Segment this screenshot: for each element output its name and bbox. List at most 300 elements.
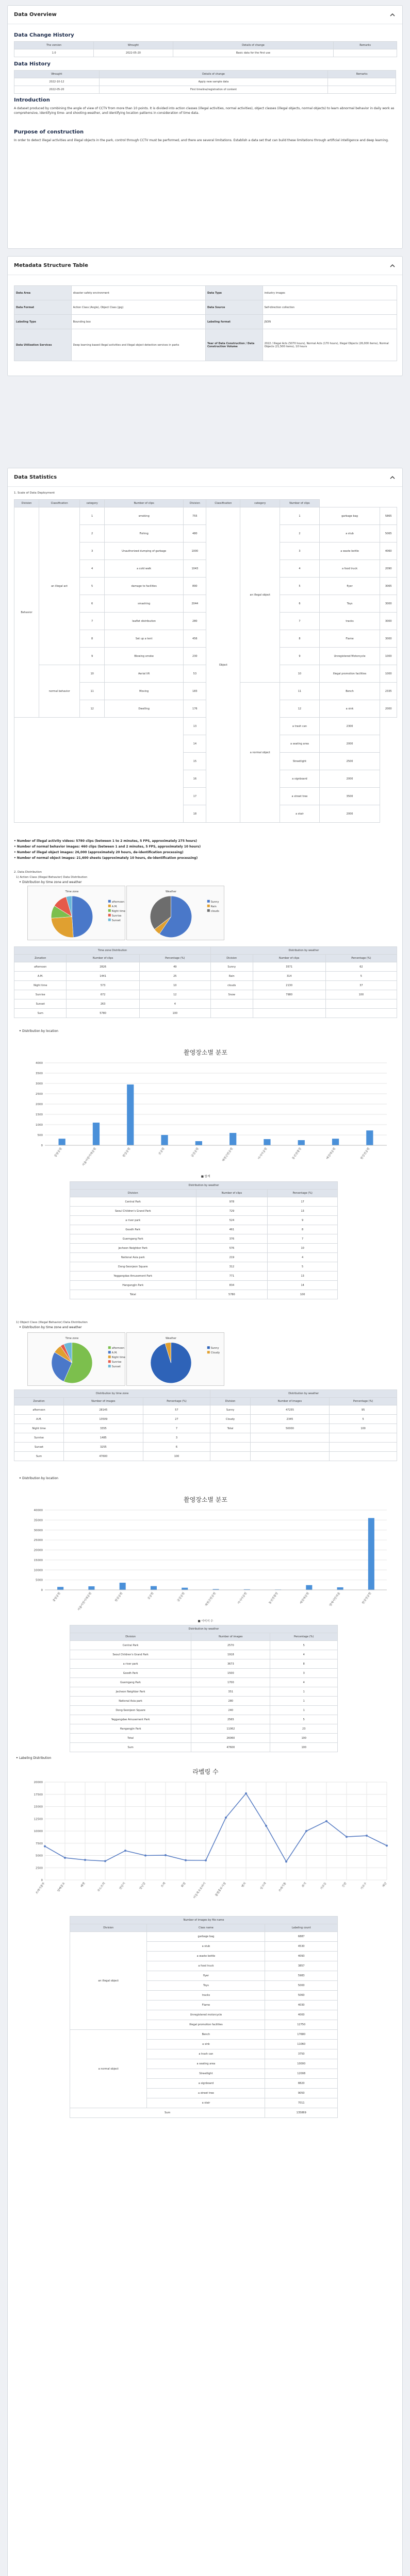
data-point — [124, 1850, 126, 1852]
table-row: Labeling Type Bounding box Labeling format JSON — [14, 315, 397, 329]
history-table: Wrought Details of change Remarks 2022-10-12 Apply new sample data 2022-05-20 First timeline/registration of content — [14, 70, 396, 94]
column-header: Zonation — [14, 955, 67, 962]
location-table-2 — [70, 1625, 338, 1752]
chevron-up-icon[interactable] — [389, 262, 396, 269]
legend-label: A.M. — [111, 1351, 118, 1355]
bar — [151, 1586, 157, 1590]
table-title: Time zone Distribution — [14, 947, 211, 955]
y-tick-label: 0 — [41, 1589, 43, 1592]
y-tick-label: 1000 — [36, 1124, 43, 1127]
x-tick-label: 한강공원 — [114, 1591, 124, 1603]
table-row: 7 leaflet distribution 280 7 tracks 3000 — [14, 613, 397, 630]
data-statistics-title: Data Statistics — [14, 474, 57, 480]
metadata-table — [14, 285, 397, 361]
table-row: Dong-Seonjeon Square 240 1 — [70, 1706, 338, 1715]
bar-chart-2 — [14, 1493, 397, 1624]
labeling-distribution-bullet: • Labeling Distribution — [16, 1756, 51, 1760]
column-header: Percentage (%) — [330, 1398, 397, 1405]
table-row: A.M. 13509 27 Cloudy 2345 5 — [14, 1415, 397, 1424]
table-row: Flame 4030 — [70, 2001, 338, 2010]
table-title: Number of images by file name — [70, 1917, 338, 1924]
bar — [57, 1587, 63, 1590]
data-point — [245, 1792, 247, 1794]
pie-slice — [51, 917, 73, 937]
y-tick-label: 500 — [37, 1134, 43, 1137]
table-row: National Asia park 219 4 — [70, 1253, 338, 1262]
series-line — [45, 1793, 387, 1861]
legend-swatch — [207, 1346, 210, 1349]
col-remarks: Remarks — [334, 42, 397, 49]
data-point — [165, 1854, 167, 1856]
y-tick-label: 35000 — [34, 1519, 43, 1522]
bar — [337, 1587, 343, 1590]
line-chart-labeling — [14, 1765, 397, 1914]
data-overview-header[interactable] — [8, 6, 402, 24]
chart-title: 촬영장소별 분포 — [184, 1049, 227, 1056]
table-row: 8 Set up a tent 456 8 Flame 3000 — [14, 630, 397, 648]
time-weather-table-1 — [14, 946, 397, 1018]
x-tick-label: 미등록오토바이 — [193, 1882, 207, 1900]
total-value: 135869 — [265, 2108, 338, 2118]
x-tick-label: 폐병 — [80, 1882, 86, 1888]
x-tick-label: 불법홍보시설 — [215, 1882, 227, 1897]
legend-swatch — [108, 1346, 111, 1349]
table-row: 13 a trash can 2300 — [14, 718, 397, 735]
table-row: 2022-05-20 First timeline/registration of content — [14, 86, 396, 94]
y-tick-label: 3000 — [36, 1082, 43, 1086]
legend-swatch — [108, 1355, 111, 1358]
summary-item: • Number of illegal activity videos: 5780 clips (between 1 to 2 minutes, 5 FPS, approximately 275 hours) — [14, 839, 198, 843]
data-change-history-heading: Data Change History — [14, 32, 74, 38]
legend-label: Night time — [111, 909, 126, 913]
table-row: Sunrise 672 12 Snow 7980 100 — [14, 990, 397, 999]
data-point — [144, 1855, 146, 1857]
table-title: Distribution by weather — [70, 1182, 338, 1190]
x-tick-label: 중앙공원 — [54, 1147, 63, 1158]
distribution-label: 2. Data Distribution — [14, 871, 42, 874]
legend-swatch — [108, 1351, 111, 1353]
legend-label: ■ 합계 — [201, 1175, 210, 1178]
table-row: Data Utilization Services Deep learning based illegal activities and illegal object detection services in parks Year of Data Construction / Data Construction Volume 2022 / Illegal Acts (5070 hours), Normal Acts (170 hours), Illegal Objects (26,000 items), Normal Objects (21,500 items), 10 hours — [14, 329, 397, 361]
table-row: Night time 573 10 clouds 2130 37 — [14, 981, 397, 990]
bar — [332, 1139, 339, 1145]
table-row: 2 Fishing 480 2 a stub 5065 — [14, 525, 397, 543]
table-row: Seoul Children's Grand Park 1918 4 — [70, 1650, 338, 1659]
table-row: a trash can 3750 — [70, 2049, 338, 2059]
bar — [264, 1139, 270, 1145]
pie-slice — [72, 896, 93, 937]
table-row: Jecheon Neighbor Park 576 10 — [70, 1244, 338, 1253]
table-row: a sink 11060 — [70, 2040, 338, 2049]
y-tick-label: 5000 — [36, 1579, 43, 1582]
classification-cell: an illegal act — [39, 507, 80, 665]
legend-swatch — [207, 905, 210, 907]
table-row: Sunset 263 4 — [14, 999, 397, 1009]
data-point — [325, 1820, 327, 1822]
legend-swatch — [108, 919, 111, 921]
chart-title: 촬영장소별 분포 — [184, 1496, 227, 1503]
table-row: a stair 7011 — [70, 2098, 338, 2108]
column-header: Division — [70, 1924, 147, 1932]
data-statistics-panel — [7, 468, 403, 2576]
x-tick-label: 푸드트럭 — [97, 1882, 106, 1893]
column-header: Classification — [39, 500, 80, 507]
y-tick-label: 12500 — [34, 1818, 43, 1821]
column-header: Percentage (%) — [270, 1633, 338, 1641]
column-header: Percentage (%) — [139, 955, 210, 962]
x-tick-label: 쓰레기봉투 — [35, 1882, 46, 1895]
data-point — [386, 1844, 388, 1846]
summary-list — [14, 838, 396, 861]
column-header: Percentage (%) — [268, 1190, 338, 1197]
classification-cell: normal behavior — [39, 665, 80, 718]
pie-chart-weather-2 — [126, 1332, 224, 1386]
purpose-section — [14, 129, 396, 143]
data-point — [104, 1860, 106, 1862]
legend-swatch — [207, 1351, 210, 1353]
metadata-header[interactable] — [8, 257, 402, 275]
column-header: category — [240, 500, 280, 507]
data-point — [285, 1860, 287, 1862]
table-row: Night time 3355 7 Total 50000 100 — [14, 1424, 397, 1433]
y-tick-label: 4000 — [36, 1062, 43, 1065]
table-row: Jecheon Neighbor Park 351 1 — [70, 1687, 338, 1697]
bar — [127, 1084, 134, 1145]
table-row: Seoul Children's Grand Park 729 13 — [70, 1207, 338, 1216]
legend-swatch — [108, 1360, 111, 1363]
x-tick-label: 아시아공원 — [237, 1591, 248, 1605]
x-tick-label: 화염 — [181, 1882, 187, 1888]
y-tick-label: 20000 — [34, 1549, 43, 1552]
x-tick-label: 예강대공원 — [326, 1147, 337, 1160]
column-header: Percentage (%) — [325, 955, 397, 962]
division-cell: Object — [206, 507, 240, 823]
table-row: normal behavior 10 Aerial lift 53 10 Illegal promotion facilities 1000 — [14, 665, 397, 683]
bar — [161, 1135, 168, 1145]
illegal-object-subtitle: 1) Object Class (Illegal Behavior) Data Distribution — [16, 1321, 88, 1324]
table-row: 11 Moving 183 a normal object 11 Bench 2335 — [14, 683, 397, 700]
y-tick-label: 3500 — [36, 1072, 43, 1075]
classification-cell: an illegal object — [240, 507, 280, 683]
table-row: 14 a seating area 2000 — [14, 735, 397, 753]
location-bullet-2: • Distribution by location — [19, 1477, 58, 1480]
location-bullet-1: • Distribution by location — [19, 1029, 58, 1033]
x-tick-label: 예강대공원 — [299, 1591, 310, 1605]
y-tick-label: 5000 — [36, 1854, 43, 1858]
legend-label: Sunset — [111, 919, 121, 922]
table-row: a food truck 3857 — [70, 1961, 338, 1971]
table-row: Unregistered motorcycle 4000 — [70, 2010, 338, 2020]
chevron-up-icon[interactable] — [389, 474, 396, 481]
x-tick-label: 서울어린이대공원 — [77, 1591, 93, 1612]
legend-label: Sunrise — [111, 1361, 122, 1364]
x-tick-label: 굿공원 — [158, 1147, 166, 1156]
data-point — [265, 1825, 267, 1827]
column-header: Number of images — [191, 1633, 270, 1641]
table-row: Sunset 3255 6 — [14, 1443, 397, 1452]
column-header: Division — [14, 500, 39, 507]
y-tick-label: 2000 — [36, 1103, 43, 1106]
table-row: Guemgang Park 1700 4 — [70, 1678, 338, 1687]
legend-swatch — [207, 909, 210, 912]
summary-item: • Number of normal behavior images: 460 clips (between 1 and 2 minutes, 5 FPS, approximately 10 hours) — [14, 845, 201, 849]
x-tick-label: 쓰레기통 — [278, 1882, 287, 1893]
table-row: Dong-Seonjeon Square 312 5 — [70, 1262, 338, 1272]
table-title: Distribution by weather — [210, 947, 397, 955]
table-row: Data Area disaster safety environment Data Type industry images — [14, 286, 397, 300]
table-row: Hangangjin Park 834 14 — [70, 1281, 338, 1290]
data-point — [44, 1845, 46, 1848]
table-row: Yeggangdae Amusement Park 771 13 — [70, 1272, 338, 1281]
x-tick-label: 아시아공원 — [257, 1147, 268, 1160]
table-row: Illegal promotion facilities 12750 — [70, 2020, 338, 2030]
y-tick-label: 17500 — [34, 1793, 43, 1797]
y-tick-label: 7500 — [36, 1842, 43, 1845]
table-row: a river park 3673 8 — [70, 1659, 338, 1669]
data-change-history-section — [14, 32, 396, 57]
summary-item: • Number of illegal object images: 26,000 (approximately 20 hours, de-identification processing) — [14, 851, 184, 854]
column-header: Class name — [147, 1924, 265, 1932]
table-row: Yeggangdae Amusement Park 2565 5 — [70, 1715, 338, 1724]
legend-label: clouds — [210, 909, 219, 913]
introduction-section — [14, 97, 396, 115]
legend-label: Cloudy — [210, 1351, 220, 1355]
bar — [229, 1133, 236, 1145]
x-tick-label: 장난감 — [139, 1882, 146, 1891]
bar — [195, 1141, 202, 1145]
legend-swatch — [108, 909, 111, 912]
table-title: Distribution by weather — [210, 1390, 397, 1398]
table-row: Total 5780 100 — [70, 1290, 338, 1299]
pie-title: Weather — [165, 1337, 177, 1340]
change-history-table — [14, 41, 397, 57]
table-title: Distribution by weather — [70, 1625, 338, 1633]
pie-chart-time-1 — [27, 886, 125, 940]
table-row: Sum 47600 100 — [14, 1452, 397, 1461]
bar — [120, 1583, 126, 1590]
table-row: Streetlight 12008 — [70, 2069, 338, 2079]
division-cell: Behavior — [14, 507, 39, 718]
table-row: A.M. 1441 25 Rain 314 5 — [14, 972, 397, 981]
y-tick-label: 0 — [41, 1879, 43, 1882]
scale-label: 1. Scale of Data Deployment — [14, 492, 55, 495]
y-tick-label: 2500 — [36, 1867, 43, 1870]
illegal-activity-subtitle: 1) Action Class (Illegal Behavior) Data Distribution — [16, 876, 88, 879]
data-point — [346, 1836, 348, 1838]
table-row: a street tree 9050 — [70, 2089, 338, 2098]
y-tick-label: 20000 — [34, 1781, 43, 1784]
column-header: Labeling count — [265, 1924, 338, 1932]
purpose-heading: Purpose of construction — [14, 129, 84, 135]
column-header: Classification — [206, 500, 240, 507]
table-row: 5 damage to facilities 890 5 flyer 3065 — [14, 578, 397, 595]
bar — [306, 1585, 312, 1590]
column-header: Division — [184, 500, 206, 507]
data-statistics-header[interactable] — [8, 468, 402, 487]
legend-label: afternoon — [111, 1347, 125, 1350]
legend-swatch — [108, 1365, 111, 1367]
y-tick-label: 25000 — [34, 1539, 43, 1543]
table-row: Sum 5780 100 — [14, 1009, 397, 1018]
x-tick-label: 가로등 — [320, 1882, 327, 1891]
table-row: Sunrise 1485 3 — [14, 1433, 397, 1443]
table-row: afternoon 2826 49 Sunny 3571 62 — [14, 962, 397, 972]
table-row: afternoon 28145 57 Sunny 47255 95 — [14, 1405, 397, 1415]
data-point — [64, 1857, 66, 1859]
table-row: 18 a stair 2000 — [14, 805, 397, 823]
table-title: Distribution by time zone — [14, 1390, 210, 1398]
table-row: National Asia park 280 1 — [70, 1697, 338, 1706]
table-row: 12 Dwelling 176 12 a sink 2000 — [14, 700, 397, 718]
bar — [59, 1139, 65, 1145]
chart-title: 라벨링 수 — [192, 1768, 219, 1775]
col-date: Wrought — [94, 42, 173, 49]
table-row: 3 Unauthorized dumping of garbage 1000 3 a waste bottle 4060 — [14, 543, 397, 560]
chevron-up-icon[interactable] — [389, 11, 396, 19]
x-tick-label: 좌석 — [301, 1882, 307, 1888]
x-tick-label: 금강공원 — [176, 1591, 186, 1603]
x-tick-label: 싱크대 — [259, 1882, 267, 1891]
table-row: tracks 5060 — [70, 1991, 338, 2001]
table-row: Behavior an illegal act 1 smoking 755 Object an illegal object 1 garbage bag 5865 — [14, 507, 397, 525]
column-header: category — [80, 500, 105, 507]
pie-chart-time-2 — [27, 1332, 125, 1386]
bar — [88, 1586, 94, 1590]
y-tick-label: 1500 — [36, 1113, 43, 1116]
column-header: Number of clips — [253, 955, 325, 962]
metadata-panel — [7, 256, 403, 376]
y-tick-label: 10000 — [34, 1830, 43, 1833]
division-cell: an illegal object — [70, 1932, 147, 2030]
pie-chart-weather-1 — [126, 886, 224, 940]
column-header: Division — [210, 955, 253, 962]
bar — [182, 1588, 188, 1590]
table-row: 4 a cold walk 1043 4 a food truck 2090 — [14, 560, 397, 578]
y-tick-label: 40000 — [34, 1509, 43, 1512]
legend-label: A.M. — [111, 905, 118, 908]
bar — [368, 1518, 374, 1590]
table-row: Goodh Park 461 8 — [70, 1225, 338, 1234]
legend-swatch — [108, 914, 111, 917]
table-row: 2022-10-12 Apply new sample data — [14, 78, 396, 86]
bar-chart-1 — [14, 1045, 397, 1179]
classification-cell: a normal object — [240, 683, 280, 823]
y-tick-label: 10000 — [34, 1569, 43, 1572]
data-point — [366, 1835, 368, 1837]
x-tick-label: 동선전광장 — [291, 1147, 302, 1160]
table-row: Toys 5000 — [70, 1981, 338, 1991]
column-header: Division — [70, 1190, 196, 1197]
data-point — [305, 1830, 307, 1832]
purpose-text: In order to detect illegal activities and illegal objects in the park, control through CCTV must be performed, and there are several limitations. Establish a data set that can build these limitations through artificial intelligence and deep learning. — [14, 139, 389, 142]
y-tick-label: 15000 — [34, 1805, 43, 1809]
x-tick-label: 간판 — [341, 1882, 348, 1888]
x-tick-label: 담배꽁초 — [57, 1882, 66, 1893]
column-header: Number of clips — [105, 500, 184, 507]
y-tick-label: 2500 — [36, 1093, 43, 1096]
legend-label: Sunrise — [111, 914, 122, 918]
x-tick-label: 제천근린공원 — [222, 1147, 234, 1163]
x-tick-label: 제천근린공원 — [204, 1591, 217, 1607]
table-row: 6 smashing 2044 6 Toys 3000 — [14, 595, 397, 613]
legend-swatch — [207, 900, 210, 903]
legend-swatch — [108, 900, 111, 903]
legend-label: afternoon — [111, 900, 125, 904]
bar — [298, 1140, 305, 1145]
table-row: 9 Blowing smoke 230 9 Unregistered Motorcycle 1000 — [14, 648, 397, 665]
data-point — [225, 1817, 227, 1819]
x-tick-label: 양재시민의숲 — [329, 1591, 341, 1607]
column-header: Number of clips — [67, 955, 139, 962]
col-details: Details of change — [173, 42, 334, 49]
legend-label: Sunny — [210, 900, 219, 904]
x-tick-label: 동선전광장 — [268, 1591, 279, 1605]
metadata-title: Metadata Structure Table — [14, 263, 88, 268]
column-header: Number of clips — [280, 500, 319, 507]
x-tick-label: 한강공원 — [122, 1147, 132, 1158]
table-row: an illegal object garbage bag 6887 — [70, 1932, 338, 1942]
table-row: 17 a street tree 3500 — [14, 788, 397, 805]
x-tick-label: 금강공원 — [190, 1147, 200, 1158]
data-point — [205, 1859, 207, 1861]
column-header: Number of images — [64, 1398, 143, 1405]
table-row: a signboard 8820 — [70, 2079, 338, 2089]
pie-title: Time zone — [65, 1337, 79, 1340]
data-overview-panel — [7, 5, 403, 249]
x-tick-label: 서울어린이대공원 — [81, 1147, 97, 1167]
introduction-text: A dataset produced by combining the angle of view of CCTV from more than 10 points. It is divided into action classes (illegal activities, normal activities), object classes (illegal objects, normal objects) to learn abnormal behavior in daily work as comprehensive, identifying time- and shooting-weather, and identifying location patterns in consideration of time data. — [14, 107, 395, 115]
scale-table — [14, 499, 397, 823]
legend-label: ■ 이미지 수 — [198, 1620, 214, 1623]
x-tick-label: 전단지 — [119, 1882, 126, 1891]
table-row: Sum 47600 100 — [70, 1743, 338, 1752]
y-tick-label: 15000 — [34, 1558, 43, 1562]
column-header: Division — [70, 1633, 191, 1641]
table-row: Guemgang Park 376 7 — [70, 1234, 338, 1244]
x-tick-label: 중앙공원 — [52, 1591, 61, 1603]
table-row: Hangangjin Park 11062 23 — [70, 1724, 338, 1734]
column-header: Zonation — [14, 1398, 64, 1405]
summary-item: • Number of normal object images: 21,600 sheets (approximately 10 hours, de-identification processing) — [14, 856, 198, 860]
table-row: a river park 524 9 — [70, 1216, 338, 1225]
location-table-1 — [70, 1181, 338, 1299]
x-tick-label: 트랙 — [160, 1882, 167, 1888]
table-row: a normal object Bench 17680 — [70, 2030, 338, 2040]
x-tick-label: 한강진공원 — [362, 1591, 372, 1605]
data-history-heading: Data History — [14, 61, 51, 67]
column-header: Percentage (%) — [143, 1398, 210, 1405]
time-weather-bullet-2: • Distribution by time zone and weather — [19, 1326, 82, 1329]
x-tick-label: 한강진공원 — [360, 1147, 371, 1160]
time-weather-table-2 — [14, 1389, 397, 1461]
pie-title: Weather — [165, 890, 177, 893]
col-version: The version — [14, 42, 94, 49]
introduction-heading: Introduction — [14, 97, 50, 103]
bar — [366, 1130, 373, 1145]
table-row: a stub 4530 — [70, 1942, 338, 1952]
data-point — [185, 1859, 187, 1861]
y-tick-label: 30000 — [34, 1529, 43, 1532]
table-row: Data Format Action Class (Angle), Object Class (jpg) Data Source Self-direction collection — [14, 300, 397, 315]
data-overview-title: Data Overview — [14, 12, 57, 18]
data-point — [84, 1859, 86, 1861]
pie-title: Time zone — [65, 890, 79, 893]
table-row — [70, 2108, 338, 2118]
legend-label: Rain — [210, 905, 217, 908]
table-row: Total 26060 100 — [70, 1734, 338, 1743]
y-tick-label: 0 — [41, 1144, 43, 1147]
x-tick-label: 굿공원 — [147, 1591, 155, 1601]
